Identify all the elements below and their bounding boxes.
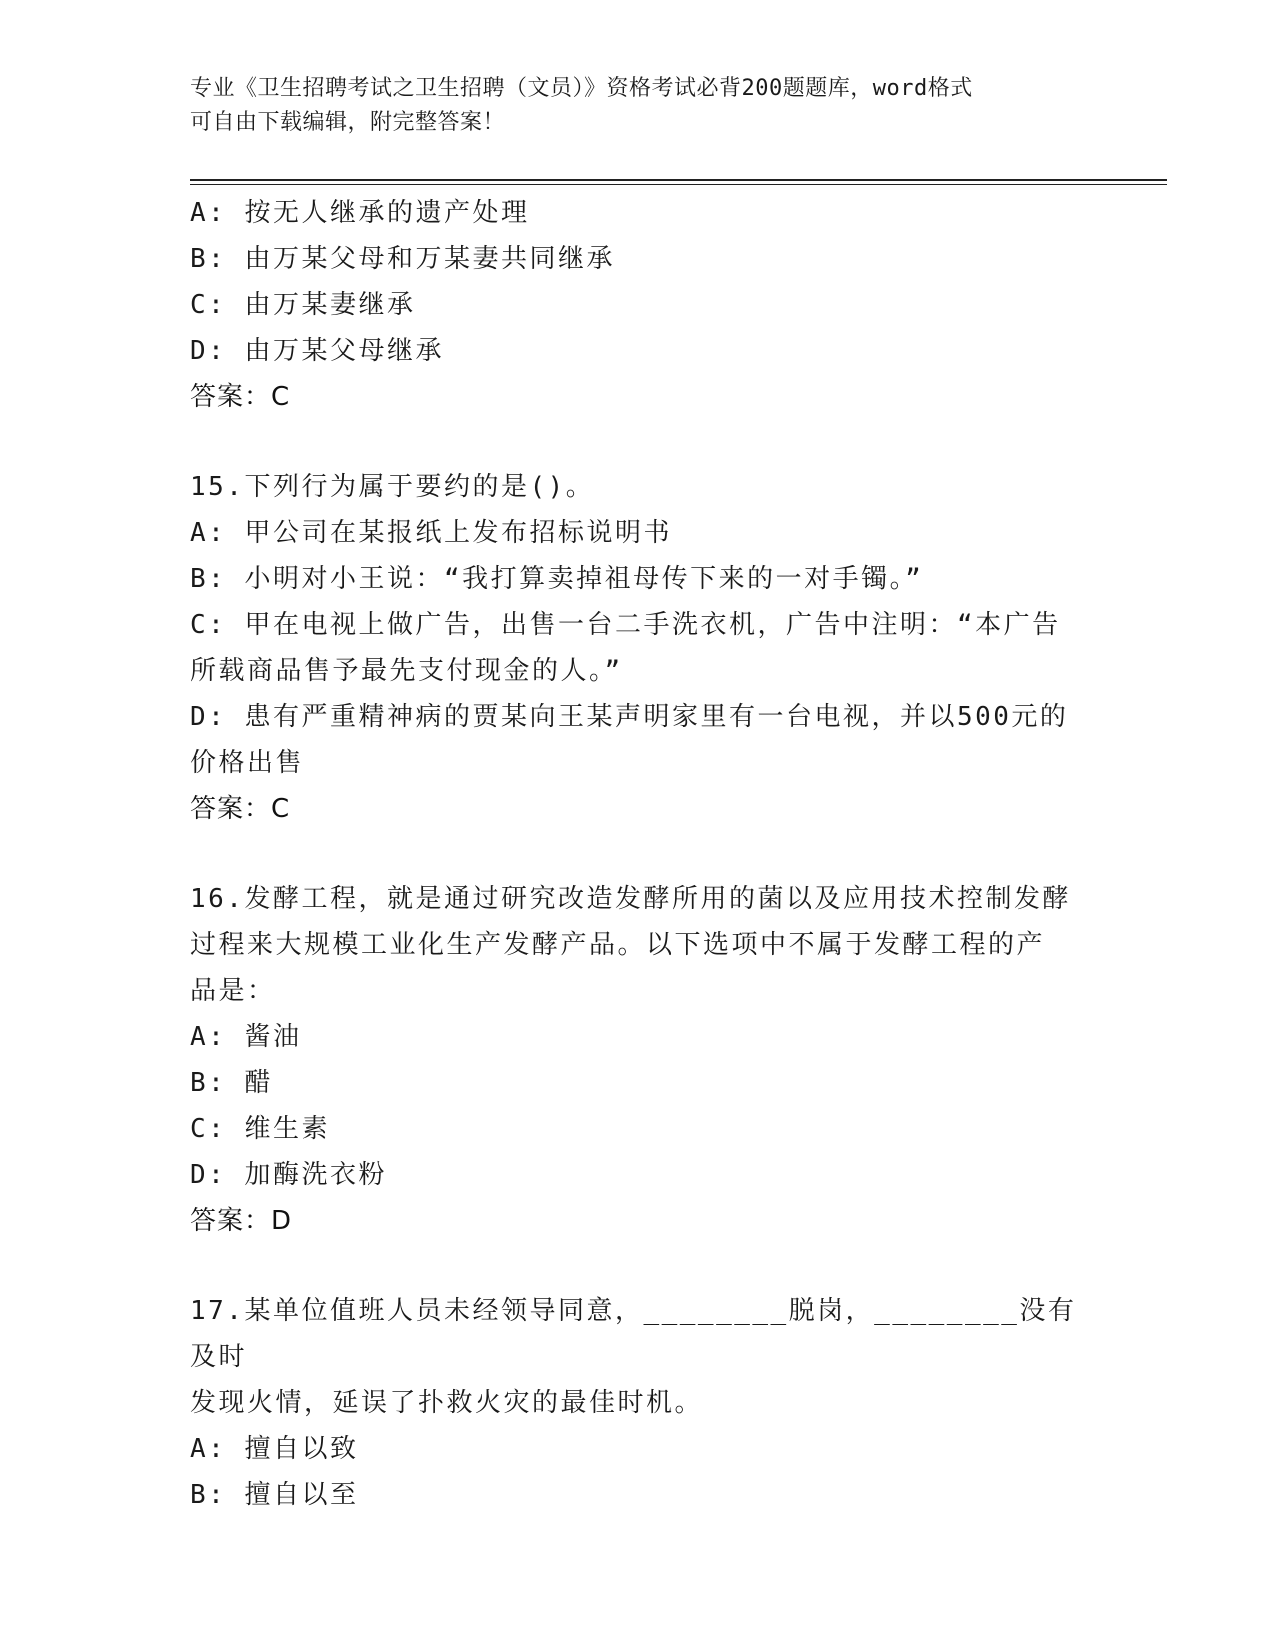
question-16 — [190, 876, 1090, 1244]
header-title-line-2: 可自由下载编辑，附完整答案！ — [190, 110, 506, 135]
question-stem-line-2: 过程来大规模工业化生产发酵产品。以下选项中不属于发酵工程的产 — [190, 930, 1046, 960]
question-stem-line-1: 16.发酵工程，就是通过研究改造发酵所用的菌以及应用技术控制发酵 — [190, 884, 1071, 914]
question-stem-line-3: 品是： — [190, 976, 276, 1006]
question-stem-line-1: 17.某单位值班人员未经领导同意，________脱岗，________没有及时 — [190, 1296, 1077, 1372]
option-d: D: 由万某父母继承 — [190, 336, 444, 366]
answer-line: 答案：C — [190, 382, 291, 412]
answer-line: 答案：C — [190, 794, 291, 824]
option-a: A: 甲公司在某报纸上发布招标说明书 — [190, 518, 672, 548]
option-d: D: 加酶洗衣粉 — [190, 1160, 387, 1190]
option-c: C: 由万某妻继承 — [190, 290, 416, 320]
header-divider — [190, 179, 1167, 186]
option-a: A: 擅自以致 — [190, 1434, 359, 1464]
option-b: B: 擅自以至 — [190, 1480, 359, 1510]
option-b: B: 醋 — [190, 1068, 273, 1098]
option-b: B: 小明对小王说：“我打算卖掉祖母传下来的一对手镯。” — [190, 564, 924, 594]
option-b: B: 由万某父母和万某妻共同继承 — [190, 244, 615, 274]
answer-line: 答案：D — [190, 1206, 293, 1236]
option-c: C: 甲在电视上做广告，出售一台二手洗衣机，广告中注明：“本广告 — [190, 610, 1061, 640]
option-a: A: 酱油 — [190, 1022, 302, 1052]
header-title-line-1: 专业《卫生招聘考试之卫生招聘（文员）》资格考试必背200题题库，word格式 — [190, 76, 973, 101]
question-15 — [190, 464, 1090, 832]
question-14 — [190, 190, 1090, 420]
document-header — [190, 72, 1090, 140]
option-a: A: 按无人继承的遗产处理 — [190, 198, 530, 228]
option-c-continued: 所载商品售予最先支付现金的人。” — [190, 656, 623, 686]
option-c: C: 维生素 — [190, 1114, 330, 1144]
question-stem-line-2: 发现火情，延误了扑救火灾的最佳时机。 — [190, 1388, 704, 1418]
option-d-continued: 价格出售 — [190, 748, 305, 778]
question-17 — [190, 1288, 1090, 1518]
question-content — [190, 190, 1090, 1518]
question-stem: 15.下列行为属于要约的是()。 — [190, 472, 595, 502]
option-d: D: 患有严重精神病的贾某向王某声明家里有一台电视，并以500元的 — [190, 702, 1069, 732]
